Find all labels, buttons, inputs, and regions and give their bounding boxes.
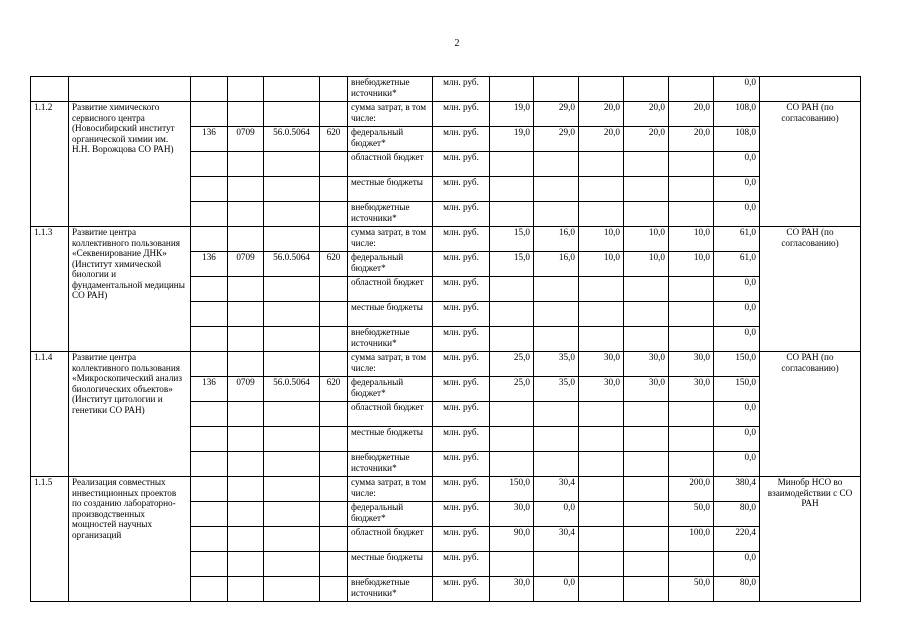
item-number-cell: 1.1.2	[31, 102, 69, 227]
total-cell: 80,0	[714, 502, 760, 527]
section-code-cell	[228, 402, 264, 427]
year-value-cell: 10,0	[624, 227, 669, 252]
target-article-cell	[264, 502, 320, 527]
year-value-cell	[534, 277, 579, 302]
executor-cell: Минобр НСО во взаимодействии с СО РАН	[760, 477, 861, 602]
year-value-cell	[669, 152, 714, 177]
target-article-cell	[264, 302, 320, 327]
year-value-cell	[534, 427, 579, 452]
year-value-cell: 19,0	[490, 127, 534, 152]
total-cell: 0,0	[714, 552, 760, 577]
year-value-cell	[490, 327, 534, 352]
year-value-cell	[624, 552, 669, 577]
unit-cell: млн. руб.	[433, 577, 490, 602]
table-row	[31, 102, 861, 127]
ministry-code-cell	[191, 352, 228, 377]
year-value-cell	[534, 452, 579, 477]
expense-type-cell	[320, 102, 348, 127]
total-cell: 0,0	[714, 452, 760, 477]
section-code-cell: 0709	[228, 377, 264, 402]
year-value-cell: 100,0	[669, 527, 714, 552]
funding-source-cell: сумма затрат, в том числе:	[348, 477, 433, 502]
total-cell: 108,0	[714, 102, 760, 127]
funding-source-cell: сумма затрат, в том числе:	[348, 352, 433, 377]
section-code-cell: 0709	[228, 252, 264, 277]
section-code-cell	[228, 202, 264, 227]
funding-source-cell: внебюджетные источники*	[348, 202, 433, 227]
year-value-cell	[669, 177, 714, 202]
year-value-cell: 10,0	[579, 227, 624, 252]
ministry-code-cell	[191, 452, 228, 477]
year-value-cell	[624, 527, 669, 552]
year-value-cell: 0,0	[534, 502, 579, 527]
target-article-cell	[264, 277, 320, 302]
year-value-cell	[624, 327, 669, 352]
ministry-code-cell	[191, 502, 228, 527]
target-article-cell	[264, 527, 320, 552]
year-value-cell: 30,0	[490, 577, 534, 602]
unit-cell: млн. руб.	[433, 477, 490, 502]
ministry-code-cell	[191, 477, 228, 502]
expense-type-cell: 620	[320, 377, 348, 402]
item-name-cell: Развитие химического сервисного центра (Новосибирский институт органической химии им. Н.Н. Ворожцова СО РАН)	[69, 102, 191, 227]
year-value-cell	[624, 477, 669, 502]
year-value-cell	[579, 502, 624, 527]
item-name-cell: Развитие центра коллективного пользования «Микроскопический анализ биологических объектов» (Институт цитологии и генетики СО РАН)	[69, 352, 191, 477]
funding-source-cell: областной бюджет	[348, 277, 433, 302]
year-value-cell	[579, 302, 624, 327]
year-value-cell	[579, 527, 624, 552]
year-value-cell	[579, 402, 624, 427]
expense-type-cell	[320, 552, 348, 577]
funding-source-cell: местные бюджеты	[348, 302, 433, 327]
year-value-cell: 10,0	[669, 252, 714, 277]
unit-cell: млн. руб.	[433, 552, 490, 577]
year-value-cell	[534, 177, 579, 202]
year-value-cell	[624, 402, 669, 427]
year-value-cell	[490, 77, 534, 102]
expense-type-cell	[320, 302, 348, 327]
section-code-cell	[228, 552, 264, 577]
ministry-code-cell	[191, 102, 228, 127]
funding-source-cell: внебюджетные источники*	[348, 577, 433, 602]
year-value-cell: 0,0	[534, 577, 579, 602]
table-row	[31, 352, 861, 377]
year-value-cell: 20,0	[669, 102, 714, 127]
funding-source-cell: внебюджетные источники*	[348, 77, 433, 102]
total-cell: 108,0	[714, 127, 760, 152]
ministry-code-cell	[191, 202, 228, 227]
year-value-cell: 30,0	[490, 502, 534, 527]
year-value-cell	[534, 77, 579, 102]
year-value-cell	[669, 427, 714, 452]
expense-type-cell	[320, 527, 348, 552]
year-value-cell: 30,0	[579, 377, 624, 402]
year-value-cell: 200,0	[669, 477, 714, 502]
expense-type-cell	[320, 152, 348, 177]
executor-cell	[760, 77, 861, 102]
funding-source-cell: федеральный бюджет*	[348, 127, 433, 152]
ministry-code-cell	[191, 327, 228, 352]
year-value-cell	[534, 327, 579, 352]
total-cell: 0,0	[714, 202, 760, 227]
section-code-cell	[228, 177, 264, 202]
year-value-cell	[490, 302, 534, 327]
target-article-cell	[264, 202, 320, 227]
unit-cell: млн. руб.	[433, 502, 490, 527]
year-value-cell	[669, 327, 714, 352]
unit-cell: млн. руб.	[433, 452, 490, 477]
executor-cell: СО РАН (по согласованию)	[760, 352, 861, 477]
table-row	[31, 227, 861, 252]
unit-cell: млн. руб.	[433, 177, 490, 202]
funding-source-cell: областной бюджет	[348, 402, 433, 427]
total-cell: 80,0	[714, 577, 760, 602]
year-value-cell: 19,0	[490, 102, 534, 127]
year-value-cell: 20,0	[669, 127, 714, 152]
unit-cell: млн. руб.	[433, 277, 490, 302]
year-value-cell: 10,0	[624, 252, 669, 277]
year-value-cell	[669, 77, 714, 102]
year-value-cell: 30,0	[624, 352, 669, 377]
year-value-cell	[490, 152, 534, 177]
funding-source-cell: местные бюджеты	[348, 177, 433, 202]
total-cell: 0,0	[714, 427, 760, 452]
item-number-cell: 1.1.5	[31, 477, 69, 602]
section-code-cell	[228, 427, 264, 452]
year-value-cell: 29,0	[534, 127, 579, 152]
expense-type-cell	[320, 577, 348, 602]
funding-source-cell: внебюджетные источники*	[348, 452, 433, 477]
total-cell: 380,4	[714, 477, 760, 502]
unit-cell: млн. руб.	[433, 527, 490, 552]
year-value-cell	[624, 77, 669, 102]
item-name-cell: Реализация совместных инвестиционных проектов по созданию лабораторно-производственных мощностей научных организаций	[69, 477, 191, 602]
ministry-code-cell	[191, 177, 228, 202]
year-value-cell: 20,0	[579, 102, 624, 127]
funding-source-cell: внебюджетные источники*	[348, 327, 433, 352]
year-value-cell	[579, 177, 624, 202]
year-value-cell	[624, 302, 669, 327]
year-value-cell: 15,0	[490, 227, 534, 252]
year-value-cell	[490, 277, 534, 302]
ministry-code-cell: 136	[191, 127, 228, 152]
section-code-cell	[228, 302, 264, 327]
ministry-code-cell	[191, 527, 228, 552]
year-value-cell	[669, 402, 714, 427]
total-cell: 220,4	[714, 527, 760, 552]
total-cell: 0,0	[714, 77, 760, 102]
section-code-cell	[228, 502, 264, 527]
executor-cell: СО РАН (по согласованию)	[760, 102, 861, 227]
expense-type-cell	[320, 202, 348, 227]
year-value-cell: 10,0	[579, 252, 624, 277]
unit-cell: млн. руб.	[433, 252, 490, 277]
section-code-cell	[228, 277, 264, 302]
target-article-cell	[264, 227, 320, 252]
unit-cell: млн. руб.	[433, 77, 490, 102]
expense-type-cell	[320, 327, 348, 352]
section-code-cell	[228, 327, 264, 352]
unit-cell: млн. руб.	[433, 352, 490, 377]
ministry-code-cell	[191, 152, 228, 177]
year-value-cell	[579, 577, 624, 602]
target-article-cell	[264, 427, 320, 452]
year-value-cell	[579, 477, 624, 502]
unit-cell: млн. руб.	[433, 227, 490, 252]
expense-type-cell: 620	[320, 127, 348, 152]
year-value-cell	[624, 452, 669, 477]
year-value-cell	[669, 452, 714, 477]
year-value-cell: 50,0	[669, 577, 714, 602]
year-value-cell	[669, 302, 714, 327]
ministry-code-cell	[191, 577, 228, 602]
total-cell: 0,0	[714, 177, 760, 202]
funding-source-cell: местные бюджеты	[348, 427, 433, 452]
page-number: 2	[454, 38, 460, 49]
total-cell: 61,0	[714, 252, 760, 277]
year-value-cell	[624, 152, 669, 177]
item-number-cell: 1.1.3	[31, 227, 69, 352]
target-article-cell	[264, 327, 320, 352]
year-value-cell: 90,0	[490, 527, 534, 552]
item-name-cell	[69, 77, 191, 102]
year-value-cell	[579, 327, 624, 352]
year-value-cell: 30,4	[534, 477, 579, 502]
unit-cell: млн. руб.	[433, 302, 490, 327]
section-code-cell	[228, 477, 264, 502]
target-article-cell	[264, 177, 320, 202]
year-value-cell: 30,0	[669, 352, 714, 377]
ministry-code-cell	[191, 77, 228, 102]
unit-cell: млн. руб.	[433, 127, 490, 152]
year-value-cell	[624, 427, 669, 452]
year-value-cell: 20,0	[579, 127, 624, 152]
expense-type-cell	[320, 452, 348, 477]
table-row	[31, 77, 861, 102]
unit-cell: млн. руб.	[433, 152, 490, 177]
item-name-cell: Развитие центра коллективного пользования «Секвенирование ДНК» (Институт химической биологии и фундаментальной медицины СО РАН)	[69, 227, 191, 352]
year-value-cell: 30,0	[579, 352, 624, 377]
year-value-cell: 30,0	[669, 377, 714, 402]
year-value-cell	[534, 202, 579, 227]
funding-source-cell: областной бюджет	[348, 527, 433, 552]
year-value-cell	[490, 452, 534, 477]
year-value-cell: 25,0	[490, 377, 534, 402]
unit-cell: млн. руб.	[433, 327, 490, 352]
target-article-cell: 56.0.5064	[264, 127, 320, 152]
ministry-code-cell: 136	[191, 252, 228, 277]
unit-cell: млн. руб.	[433, 402, 490, 427]
year-value-cell	[579, 552, 624, 577]
year-value-cell: 20,0	[624, 127, 669, 152]
target-article-cell	[264, 152, 320, 177]
total-cell: 0,0	[714, 302, 760, 327]
expense-type-cell: 620	[320, 252, 348, 277]
year-value-cell	[490, 552, 534, 577]
section-code-cell	[228, 77, 264, 102]
year-value-cell	[490, 202, 534, 227]
total-cell: 0,0	[714, 327, 760, 352]
year-value-cell: 35,0	[534, 377, 579, 402]
expense-type-cell	[320, 427, 348, 452]
year-value-cell	[579, 452, 624, 477]
total-cell: 0,0	[714, 402, 760, 427]
budget-table	[30, 76, 861, 602]
year-value-cell	[669, 202, 714, 227]
year-value-cell	[624, 502, 669, 527]
funding-source-cell: сумма затрат, в том числе:	[348, 102, 433, 127]
year-value-cell: 25,0	[490, 352, 534, 377]
year-value-cell: 50,0	[669, 502, 714, 527]
year-value-cell	[579, 202, 624, 227]
target-article-cell	[264, 552, 320, 577]
section-code-cell	[228, 352, 264, 377]
year-value-cell	[579, 77, 624, 102]
target-article-cell	[264, 452, 320, 477]
year-value-cell: 150,0	[490, 477, 534, 502]
target-article-cell	[264, 577, 320, 602]
year-value-cell: 16,0	[534, 227, 579, 252]
year-value-cell: 10,0	[669, 227, 714, 252]
section-code-cell	[228, 152, 264, 177]
target-article-cell	[264, 477, 320, 502]
ministry-code-cell: 136	[191, 377, 228, 402]
section-code-cell	[228, 527, 264, 552]
year-value-cell: 15,0	[490, 252, 534, 277]
year-value-cell: 30,4	[534, 527, 579, 552]
total-cell: 0,0	[714, 152, 760, 177]
ministry-code-cell	[191, 552, 228, 577]
expense-type-cell	[320, 277, 348, 302]
total-cell: 150,0	[714, 377, 760, 402]
unit-cell: млн. руб.	[433, 427, 490, 452]
year-value-cell: 35,0	[534, 352, 579, 377]
target-article-cell	[264, 77, 320, 102]
item-number-cell	[31, 77, 69, 102]
year-value-cell	[624, 202, 669, 227]
expense-type-cell	[320, 502, 348, 527]
year-value-cell	[669, 277, 714, 302]
funding-source-cell: областной бюджет	[348, 152, 433, 177]
expense-type-cell	[320, 177, 348, 202]
target-article-cell: 56.0.5064	[264, 377, 320, 402]
target-article-cell: 56.0.5064	[264, 252, 320, 277]
section-code-cell	[228, 452, 264, 477]
target-article-cell	[264, 102, 320, 127]
total-cell: 150,0	[714, 352, 760, 377]
year-value-cell: 30,0	[624, 377, 669, 402]
year-value-cell: 20,0	[624, 102, 669, 127]
total-cell: 61,0	[714, 227, 760, 252]
ministry-code-cell	[191, 427, 228, 452]
funding-source-cell: сумма затрат, в том числе:	[348, 227, 433, 252]
year-value-cell	[669, 552, 714, 577]
target-article-cell	[264, 402, 320, 427]
section-code-cell: 0709	[228, 127, 264, 152]
unit-cell: млн. руб.	[433, 202, 490, 227]
year-value-cell	[579, 427, 624, 452]
year-value-cell	[534, 552, 579, 577]
year-value-cell	[624, 277, 669, 302]
year-value-cell	[624, 577, 669, 602]
funding-source-cell: федеральный бюджет*	[348, 377, 433, 402]
expense-type-cell	[320, 227, 348, 252]
year-value-cell	[579, 277, 624, 302]
target-article-cell	[264, 352, 320, 377]
table-row	[31, 477, 861, 502]
expense-type-cell	[320, 352, 348, 377]
section-code-cell	[228, 102, 264, 127]
section-code-cell	[228, 227, 264, 252]
executor-cell: СО РАН (по согласованию)	[760, 227, 861, 352]
funding-source-cell: федеральный бюджет*	[348, 252, 433, 277]
year-value-cell	[490, 402, 534, 427]
year-value-cell	[624, 177, 669, 202]
year-value-cell	[490, 427, 534, 452]
unit-cell: млн. руб.	[433, 377, 490, 402]
ministry-code-cell	[191, 227, 228, 252]
section-code-cell	[228, 577, 264, 602]
funding-source-cell: местные бюджеты	[348, 552, 433, 577]
year-value-cell	[579, 152, 624, 177]
year-value-cell: 16,0	[534, 252, 579, 277]
year-value-cell	[534, 402, 579, 427]
expense-type-cell	[320, 402, 348, 427]
year-value-cell: 29,0	[534, 102, 579, 127]
year-value-cell	[490, 177, 534, 202]
unit-cell: млн. руб.	[433, 102, 490, 127]
total-cell: 0,0	[714, 277, 760, 302]
year-value-cell	[534, 302, 579, 327]
ministry-code-cell	[191, 402, 228, 427]
year-value-cell	[534, 152, 579, 177]
expense-type-cell	[320, 477, 348, 502]
ministry-code-cell	[191, 302, 228, 327]
expense-type-cell	[320, 77, 348, 102]
item-number-cell: 1.1.4	[31, 352, 69, 477]
funding-source-cell: федеральный бюджет*	[348, 502, 433, 527]
ministry-code-cell	[191, 277, 228, 302]
